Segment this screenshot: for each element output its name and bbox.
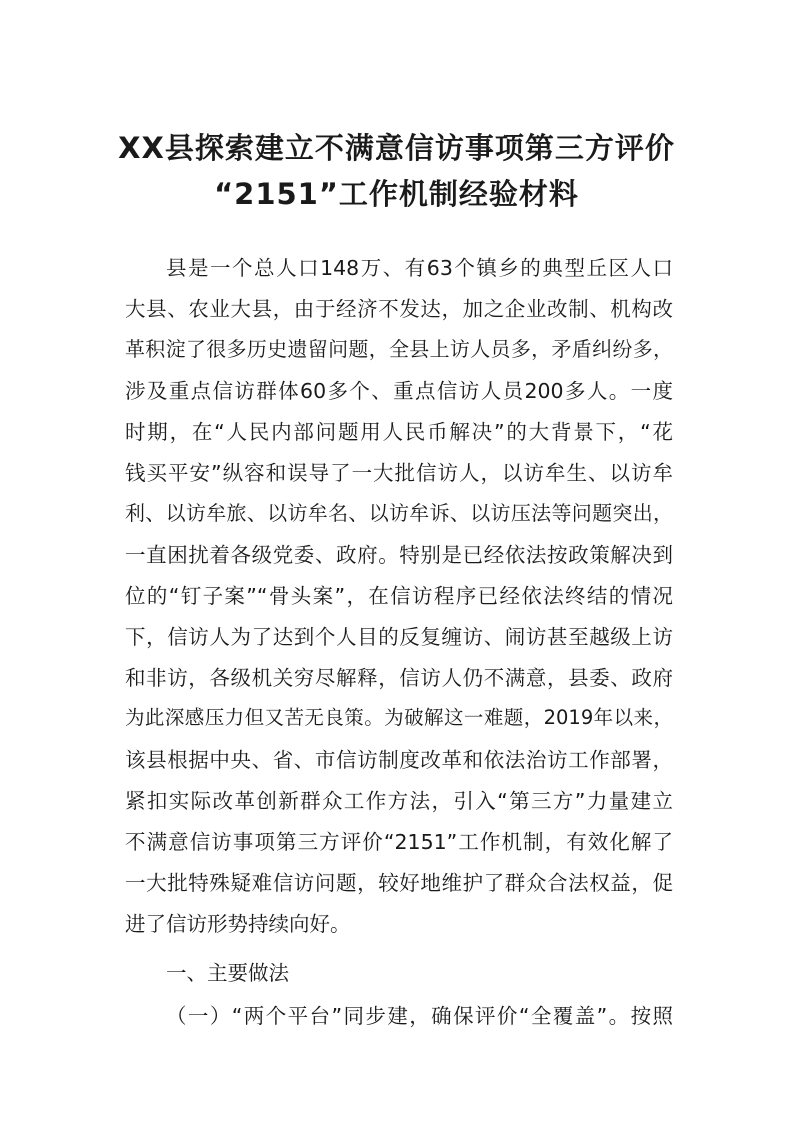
document-title-line-2: “2151”工作机制经验材料 [214,177,579,211]
subsection-heading: （一）“两个平台”同步建，确保评价“全覆盖”。按照 [166,1004,673,1028]
paragraph-line: 钱买平安”纵容和误导了一大批信访人，以访牟生、以访牟 [125,461,673,485]
paragraph-line: 和非访，各级机关穷尽解释，信访人仍不满意，县委、政府 [125,666,673,690]
paragraph-line: 不满意信访事项第三方评价“2151”工作机制，有效化解了 [125,830,673,854]
paragraph-line: 进了信访形势持续向好。 [125,912,351,936]
paragraph-line: 涉及重点信访群体60多个、重点信访人员200多人。一度 [125,379,673,403]
paragraph-line: 时期，在“人民内部问题用人民币解决”的大背景下，“花 [125,420,673,444]
paragraph-line: 一大批特殊疑难信访问题，较好地维护了群众合法权益，促 [125,871,673,895]
paragraph-line: 县是一个总人口148万、有63个镇乡的典型丘区人口 [166,256,673,280]
paragraph-line: 该县根据中央、省、市信访制度改革和依法治访工作部署， [125,748,673,772]
paragraph-line: 大县、农业大县，由于经济不发达，加之企业改制、机构改 [125,297,673,321]
paragraph-line: 为此深感压力但又苦无良策。为破解这一难题，2019年以来， [125,706,673,729]
paragraph-line: 位的“钉子案”“骨头案”，在信访程序已经依法终结的情况 [125,584,673,608]
paragraph-line: 下，信访人为了达到个人目的反复缠访、闹访甚至越级上访 [125,625,673,649]
paragraph-line: 利、以访牟旅、以访牟名、以访牟诉、以访压法等问题突出， [125,501,673,525]
paragraph-line: 一直困扰着各级党委、政府。特别是已经依法按政策解决到 [125,543,673,567]
paragraph-line: 紧扣实际改革创新群众工作方法，引入“第三方”力量建立 [125,789,673,813]
section-heading: 一、主要做法 [166,961,289,985]
document-title-line-1: XX县探索建立不满意信访事项第三方评价 [118,131,675,165]
paragraph-line: 革积淀了很多历史遗留问题，全县上访人员多，矛盾纠纷多， [125,337,673,361]
